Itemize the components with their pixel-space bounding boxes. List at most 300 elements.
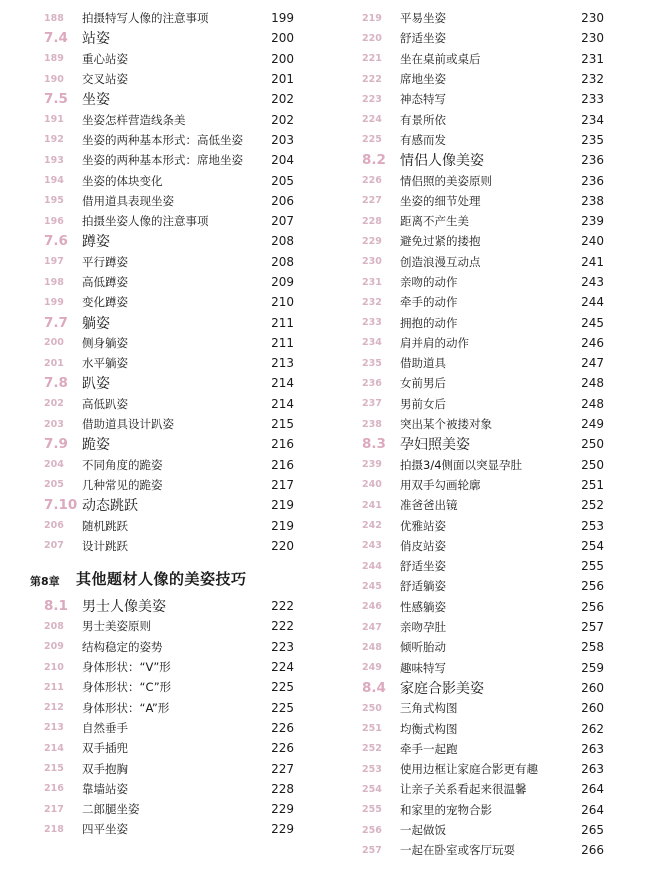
toc-entry[interactable] [362,312,604,332]
toc-entry[interactable] [362,89,604,109]
page-number: 255 [581,559,604,574]
section-title: 坐姿 [82,92,110,109]
toc-entry[interactable] [362,556,604,576]
toc-entry[interactable] [44,758,294,778]
entry-number: 243 [362,540,382,552]
toc-entry[interactable] [362,475,604,495]
entry-number: 240 [362,479,382,491]
entry-number: 205 [44,479,64,491]
entry-title: 靠墙站姿 [82,781,128,796]
entry-number: 251 [362,723,382,735]
entry-number: 212 [44,702,64,714]
section-number: 7.5 [44,91,68,108]
entry-number: 193 [44,154,64,166]
entry-title: 肩并肩的动作 [400,335,469,350]
page-number: 205 [271,173,294,188]
toc-entry[interactable] [44,69,294,89]
entry-title: 趣味特写 [400,660,446,675]
entry-title: 四平坐姿 [82,822,128,837]
entry-title: 高低趴姿 [82,396,128,411]
page-number: 257 [581,620,604,635]
entry-number: 204 [44,459,64,471]
page-number: 222 [271,599,294,614]
toc-entry[interactable] [44,536,294,556]
toc-entry[interactable] [362,231,604,251]
entry-number: 208 [44,620,64,632]
toc-section[interactable] [44,89,294,109]
page-number: 229 [271,802,294,817]
entry-title: 拍摄特写人像的注意事项 [82,11,209,26]
toc-entry[interactable] [44,819,294,839]
page-number: 202 [271,92,294,107]
entry-title: 身体形状：“V”形 [82,660,171,675]
page-number: 220 [271,538,294,553]
page-number: 209 [271,275,294,289]
page-number: 210 [271,295,294,310]
page-number: 219 [271,498,294,513]
toc-entry[interactable] [362,170,604,190]
toc-entry[interactable] [362,536,604,556]
toc-entry[interactable] [44,455,294,475]
page-number: 244 [581,295,604,310]
toc-left-column [30,8,294,840]
entry-number: 203 [44,418,64,430]
entry-number: 202 [44,398,64,410]
toc-entry[interactable] [362,718,604,738]
page-number: 213 [271,356,294,371]
toc-entry[interactable] [362,109,604,129]
entry-title: 女前男后 [400,376,446,391]
page-number: 206 [271,193,294,208]
entry-number: 238 [362,418,382,430]
page-number: 248 [581,376,604,391]
entry-number: 224 [362,114,382,126]
entry-title: 借用道具表现坐姿 [82,193,174,208]
entry-title: 坐姿的两种基本形式：席地坐姿 [82,153,243,168]
page-number: 248 [581,396,604,411]
entry-title: 突出某个被搂对象 [400,417,492,432]
page-number: 236 [581,153,604,168]
section-number: 8.2 [362,152,386,169]
entry-title: 身体形状：“C”形 [82,680,172,695]
entry-title: 男士美姿原则 [82,619,151,634]
chapter-label: 第8章 [30,575,60,589]
toc-entry[interactable] [44,799,294,819]
toc-entry[interactable] [44,191,294,211]
entry-title: 用双手勾画轮廓 [400,477,481,492]
page-number: 216 [271,457,294,472]
entry-title: 双手抱胸 [82,761,128,776]
page-number: 243 [581,275,604,289]
entry-number: 235 [362,357,382,369]
toc-section[interactable] [362,434,604,454]
toc-section[interactable] [362,678,604,698]
entry-title: 平行蹲姿 [82,254,128,269]
entry-title: 拍摄3/4侧面以突显孕肚 [400,457,523,472]
toc-entry[interactable] [44,698,294,718]
page-number: 256 [581,599,604,614]
page-number: 225 [271,680,294,695]
toc-entry[interactable] [44,515,294,535]
entry-title: 坐在桌前或桌后 [400,51,481,66]
page-number: 214 [271,376,294,391]
entry-number: 221 [362,53,382,65]
toc-entry[interactable] [362,252,604,272]
toc-entry[interactable] [362,658,604,678]
entry-number: 219 [362,12,382,24]
page-number: 259 [581,660,604,675]
entry-number: 228 [362,215,382,227]
toc-entry[interactable] [362,617,604,637]
entry-title: 水平躺姿 [82,356,128,371]
entry-title: 坐姿的两种基本形式：高低坐姿 [82,132,243,147]
entry-number: 214 [44,742,64,754]
page-number: 229 [271,822,294,837]
page-number: 230 [581,11,604,26]
entry-title: 自然垂手 [82,720,128,735]
toc-entry[interactable] [362,414,604,434]
toc-entry[interactable] [44,414,294,434]
toc-section[interactable] [44,434,294,454]
toc-entry[interactable] [44,170,294,190]
entry-title: 高低蹲姿 [82,275,128,289]
toc-entry[interactable] [362,779,604,799]
toc-entry[interactable] [362,191,604,211]
entry-number: 239 [362,459,382,471]
toc-entry[interactable] [44,333,294,353]
page-number: 266 [581,843,604,858]
toc-entry[interactable] [44,677,294,697]
entry-number: 226 [362,175,382,187]
page-number: 254 [581,538,604,553]
toc-entry[interactable] [362,211,604,231]
page-number: 208 [271,234,294,249]
toc-section[interactable] [44,373,294,393]
entry-number: 253 [362,763,382,775]
entry-title: 神态特写 [400,92,446,107]
page-number: 227 [271,761,294,776]
entry-number: 231 [362,276,382,288]
toc-entry[interactable] [362,800,604,820]
entry-title: 俏皮站姿 [400,538,446,553]
entry-number: 249 [362,662,382,674]
entry-title: 距离不产生美 [400,214,469,229]
entry-title: 情侣照的美姿原则 [400,173,492,188]
entry-title: 舒适坐姿 [400,31,446,46]
section-number: 8.1 [44,598,68,615]
page-number: 207 [271,214,294,229]
toc-entry[interactable] [44,637,294,657]
toc-entry[interactable] [44,109,294,129]
toc-entry[interactable] [362,597,604,617]
page-number: 217 [271,477,294,492]
page-number: 204 [271,153,294,168]
entry-title: 有景所依 [400,112,446,127]
entry-number: 209 [44,641,64,653]
page-number: 211 [271,335,294,350]
entry-number: 252 [362,743,382,755]
entry-number: 188 [44,12,64,24]
toc-entry[interactable] [362,495,604,515]
toc-entry[interactable] [362,8,604,28]
toc-entry[interactable] [362,130,604,150]
entry-number: 217 [44,803,64,815]
entry-title: 坐姿怎样营造线条美 [82,112,186,127]
page-number: 215 [271,417,294,432]
section-number: 7.7 [44,314,68,331]
entry-title: 舒适躺姿 [400,579,446,594]
toc-entry[interactable] [44,252,294,272]
toc-entry[interactable] [362,455,604,475]
entry-title: 随机跳跃 [82,518,128,533]
entry-number: 242 [362,520,382,532]
entry-title: 变化蹲姿 [82,295,128,310]
entry-number: 246 [362,601,382,613]
toc-section[interactable] [44,312,294,332]
toc-entry[interactable] [362,272,604,292]
page-number: 245 [581,315,604,330]
toc-entry[interactable] [362,840,604,860]
page-number: 230 [581,31,604,46]
toc-entry[interactable] [44,394,294,414]
page-number: 201 [271,72,294,87]
toc-entry[interactable] [44,49,294,69]
entry-title: 三角式构图 [400,701,458,716]
entry-title: 坐姿的细节处理 [400,193,481,208]
page-number: 222 [271,619,294,634]
page-number: 241 [581,254,604,269]
section-title: 蹲姿 [82,234,110,251]
entry-number: 225 [362,134,382,146]
entry-number: 211 [44,681,64,693]
entry-number: 207 [44,540,64,552]
page-number: 203 [271,132,294,147]
entry-title: 创造浪漫互动点 [400,254,481,269]
entry-title: 性感躺姿 [400,599,446,614]
entry-number: 213 [44,722,64,734]
toc-entry[interactable] [362,698,604,718]
page-number: 236 [581,173,604,188]
chapter-heading[interactable] [30,556,294,596]
page-number: 256 [581,579,604,594]
entry-number: 250 [362,702,382,714]
page-number: 235 [581,132,604,147]
section-number: 7.9 [44,436,68,453]
entry-title: 设计跳跃 [82,538,128,553]
section-title: 跪姿 [82,437,110,454]
toc-section[interactable] [362,150,604,170]
entry-number: 256 [362,824,382,836]
toc-entry[interactable] [362,292,604,312]
entry-number: 195 [44,195,64,207]
page-number: 225 [271,700,294,715]
toc-entry[interactable] [44,272,294,292]
page-number: 239 [581,214,604,229]
section-title: 躺姿 [82,315,110,332]
toc-entry[interactable] [362,759,604,779]
toc-entry[interactable] [44,657,294,677]
toc-entry[interactable] [362,576,604,596]
entry-number: 236 [362,377,382,389]
entry-title: 避免过紧的搂抱 [400,234,481,249]
page-number: 250 [581,437,604,452]
toc-entry[interactable] [362,49,604,69]
toc-right-column [362,8,604,860]
page-number: 262 [581,721,604,736]
entry-number: 220 [362,32,382,44]
entry-number: 199 [44,296,64,308]
page-number: 208 [271,254,294,269]
entry-title: 几种常见的跪姿 [82,477,163,492]
page-number: 251 [581,477,604,492]
entry-title: 有感而发 [400,132,446,147]
section-number: 8.3 [362,436,386,453]
section-title: 情侣人像美姿 [400,153,484,170]
toc-entry[interactable] [44,475,294,495]
entry-title: 舒适坐姿 [400,559,446,574]
page-number: 233 [581,92,604,107]
chapter-title: 其他题材人像的美姿技巧 [76,570,247,589]
entry-number: 198 [44,276,64,288]
entry-title: 借助道具 [400,356,446,371]
toc-section[interactable] [44,231,294,251]
toc-entry[interactable] [362,333,604,353]
entry-number: 254 [362,783,382,795]
toc-entry[interactable] [362,394,604,414]
section-number: 7.10 [44,497,78,514]
page-number: 260 [581,701,604,716]
page-number: 250 [581,457,604,472]
section-title: 动态跳跃 [82,498,138,515]
page-number: 200 [271,51,294,66]
entry-number: 191 [44,114,64,126]
page-number: 219 [271,518,294,533]
entry-number: 190 [44,73,64,85]
entry-number: 244 [362,560,382,572]
section-title: 家庭合影美姿 [400,680,484,697]
entry-title: 身体形状：“A”形 [82,700,170,715]
toc-entry[interactable] [44,353,294,373]
entry-number: 197 [44,256,64,268]
entry-title: 使用边框让家庭合影更有趣 [400,762,538,777]
section-number: 7.4 [44,30,68,47]
entry-number: 230 [362,256,382,268]
page-number: 199 [271,11,294,26]
page-number: 264 [581,782,604,797]
toc-entry[interactable] [44,616,294,636]
entry-number: 223 [362,93,382,105]
page-number: 263 [581,741,604,756]
toc-entry[interactable] [362,69,604,89]
entry-title: 侧身躺姿 [82,335,128,350]
entry-title: 优雅站姿 [400,518,446,533]
toc-section[interactable] [44,495,294,515]
entry-number: 192 [44,134,64,146]
page-number: 249 [581,417,604,432]
toc-entry[interactable] [362,353,604,373]
entry-number: 189 [44,53,64,65]
entry-number: 206 [44,520,64,532]
section-title: 趴姿 [82,376,110,393]
toc-entry[interactable] [44,738,294,758]
entry-title: 让亲子关系看起来很温馨 [400,782,527,797]
page-number: 216 [271,437,294,452]
entry-number: 237 [362,398,382,410]
toc-entry[interactable] [362,637,604,657]
toc-entry[interactable] [44,292,294,312]
entry-title: 结构稳定的姿势 [82,639,163,654]
entry-number: 255 [362,804,382,816]
page-number: 253 [581,518,604,533]
entry-number: 215 [44,763,64,775]
toc-entry[interactable] [44,150,294,170]
toc-entry[interactable] [362,373,604,393]
toc-entry[interactable] [44,8,294,28]
entry-number: 245 [362,580,382,592]
page-number: 238 [581,193,604,208]
page-number: 214 [271,396,294,411]
page-number: 224 [271,660,294,675]
entry-number: 216 [44,783,64,795]
page-number: 223 [271,639,294,654]
toc-entry[interactable] [44,211,294,231]
page-number: 264 [581,802,604,817]
entry-number: 232 [362,296,382,308]
section-number: 7.8 [44,375,68,392]
entry-number: 227 [362,195,382,207]
toc-section[interactable] [44,28,294,48]
section-number: 8.4 [362,679,386,696]
entry-title: 双手插兜 [82,741,128,756]
entry-title: 亲吻孕肚 [400,620,446,635]
toc-entry[interactable] [44,779,294,799]
entry-number: 196 [44,215,64,227]
entry-number: 234 [362,337,382,349]
toc-entry[interactable] [362,28,604,48]
entry-title: 均衡式构图 [400,721,458,736]
entry-number: 218 [44,823,64,835]
page-number: 211 [271,315,294,330]
entry-number: 233 [362,317,382,329]
toc-entry[interactable] [362,739,604,759]
entry-title: 和家里的宠物合影 [400,802,492,817]
entry-title: 拍摄坐姿人像的注意事项 [82,214,209,229]
toc-entry[interactable] [44,130,294,150]
toc-section[interactable] [44,596,294,616]
entry-number: 229 [362,235,382,247]
entry-title: 牵手的动作 [400,295,458,310]
entry-title: 准爸爸出镜 [400,498,458,513]
entry-title: 席地坐姿 [400,72,446,87]
entry-number: 222 [362,73,382,85]
entry-number: 194 [44,175,64,187]
toc-entry[interactable] [362,820,604,840]
page-number: 265 [581,823,604,838]
entry-title: 一起在卧室或客厅玩耍 [400,843,515,858]
entry-title: 二郎腿坐姿 [82,802,140,817]
entry-title: 亲吻的动作 [400,275,458,289]
entry-number: 200 [44,337,64,349]
section-title: 男士人像美姿 [82,599,166,616]
entry-number: 257 [362,844,382,856]
toc-entry[interactable] [362,515,604,535]
entry-title: 牵手一起跑 [400,741,458,756]
entry-title: 一起做饭 [400,823,446,838]
toc-entry[interactable] [44,718,294,738]
page-number: 234 [581,112,604,127]
entry-title: 坐姿的体块变化 [82,173,163,188]
entry-title: 平易坐姿 [400,11,446,26]
